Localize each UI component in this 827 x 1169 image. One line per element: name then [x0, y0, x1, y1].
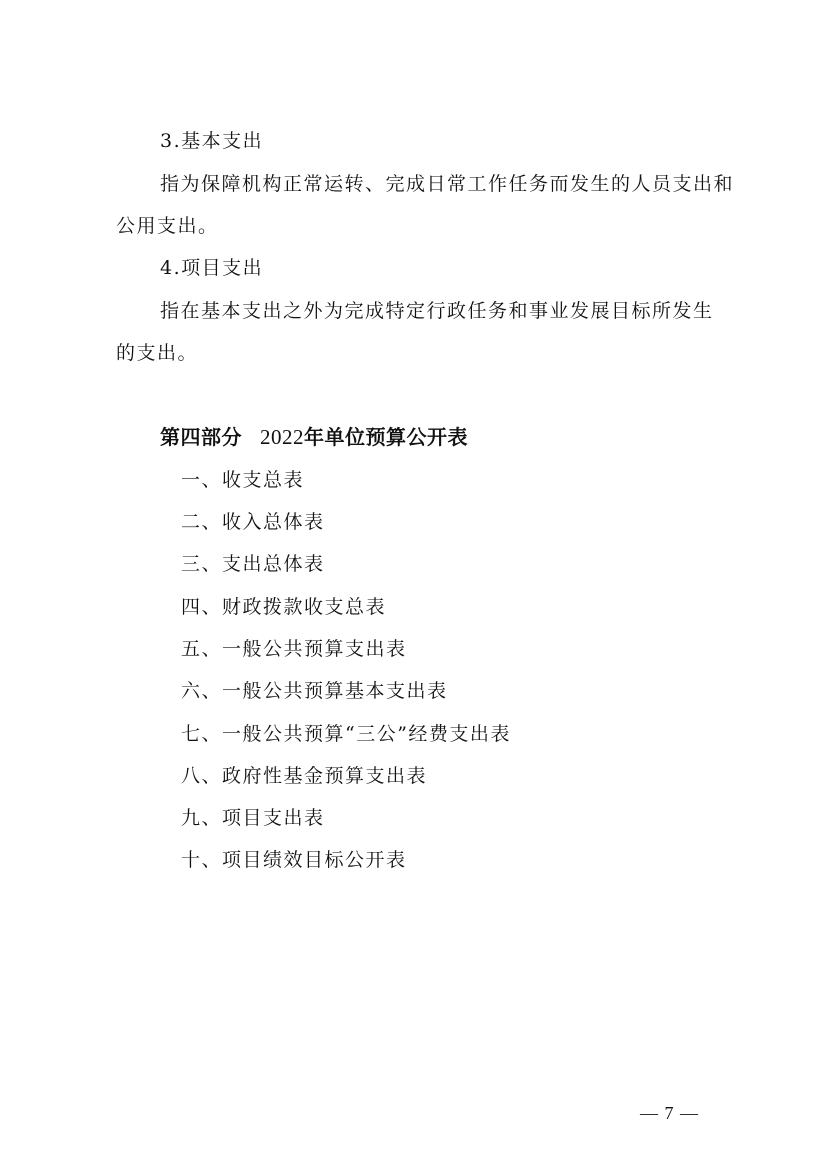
toc-item: 六、一般公共预算基本支出表 [181, 680, 448, 702]
section-part-label: 第四部分 [160, 425, 242, 449]
toc-item: 五、一般公共预算支出表 [181, 638, 407, 660]
definition-body-line: 公用支出。 [116, 215, 219, 237]
toc-item: 七、一般公共预算“三公”经费支出表 [181, 723, 511, 745]
definition-body-line: 指在基本支出之外为完成特定行政任务和事业发展目标所发生 [160, 300, 714, 322]
definition-title-project-expenditure: 4.项目支出 [160, 257, 264, 279]
definition-body-line: 指为保障机构正常运转、完成日常工作任务而发生的人员支出和 [160, 173, 735, 195]
page-number: — 7 — [640, 1103, 699, 1123]
toc-item: 九、项目支出表 [181, 807, 325, 829]
toc-item: 八、政府性基金预算支出表 [181, 765, 428, 787]
definition-title-basic-expenditure: 3.基本支出 [160, 130, 264, 152]
toc-item: 三、支出总体表 [181, 553, 325, 575]
toc-item: 四、财政拨款收支总表 [181, 596, 387, 618]
section-title-text: 年单位预算公开表 [304, 425, 468, 449]
section-year: 2022 [260, 425, 304, 449]
toc-item: 二、收入总体表 [181, 511, 325, 533]
section-heading [160, 424, 468, 450]
toc-item: 十、项目绩效目标公开表 [181, 849, 407, 871]
definition-body-line: 的支出。 [116, 342, 199, 364]
toc-item: 一、收支总表 [181, 469, 305, 491]
